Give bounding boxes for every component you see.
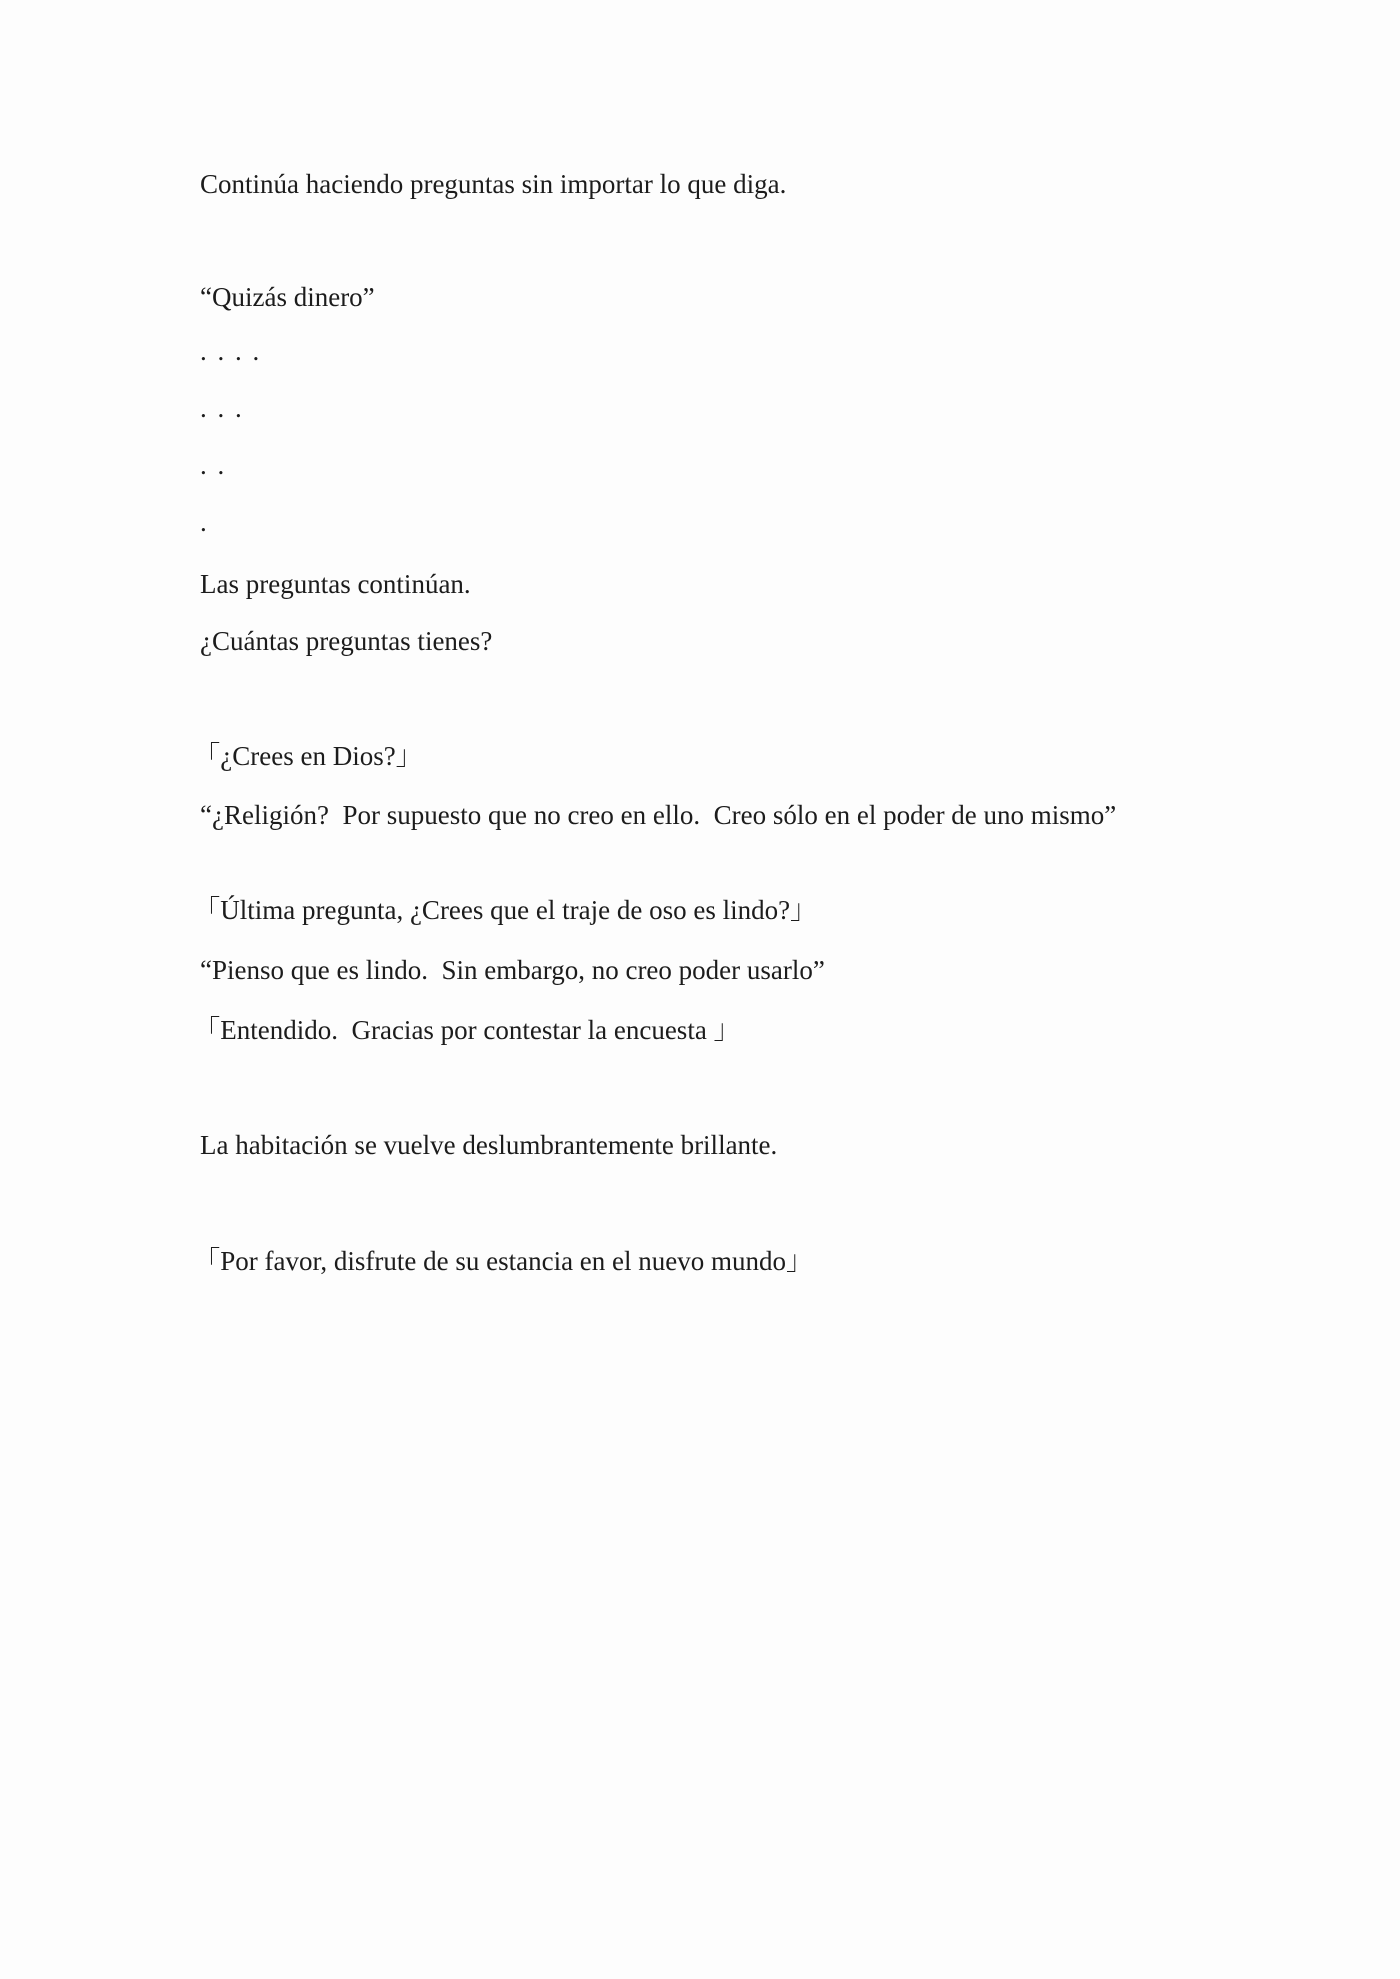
- dialogue-line: “¿Religión? Por supuesto que no creo en ello. Creo sólo en el poder de uno mismo”: [200, 800, 1117, 830]
- dialogue-line: “Quizás dinero”: [200, 282, 375, 312]
- bracket-dialogue-line: ｢Última pregunta, ¿Crees que el traje de oso es lindo?｣: [200, 895, 804, 925]
- narration-line: Las preguntas continúan.: [200, 569, 471, 599]
- narration-line: ¿Cuántas preguntas tienes?: [200, 626, 493, 656]
- narration-line: La habitación se vuelve deslumbrantemente brillante.: [200, 1130, 778, 1160]
- ellipsis-line: . . . .: [200, 336, 262, 366]
- narration-line: Continúa haciendo preguntas sin importar lo que diga.: [200, 169, 787, 199]
- ellipsis-line: . . .: [200, 393, 244, 423]
- bracket-dialogue-line: ｢Entendido. Gracias por contestar la encuesta ｣: [200, 1015, 728, 1045]
- ellipsis-line: .: [200, 507, 209, 537]
- dialogue-line: “Pienso que es lindo. Sin embargo, no creo poder usarlo”: [200, 955, 825, 985]
- bracket-dialogue-line: ｢¿Crees en Dios?｣: [200, 741, 410, 771]
- bracket-dialogue-line: ｢Por favor, disfrute de su estancia en el nuevo mundo｣: [200, 1246, 800, 1276]
- ellipsis-line: . .: [200, 450, 227, 480]
